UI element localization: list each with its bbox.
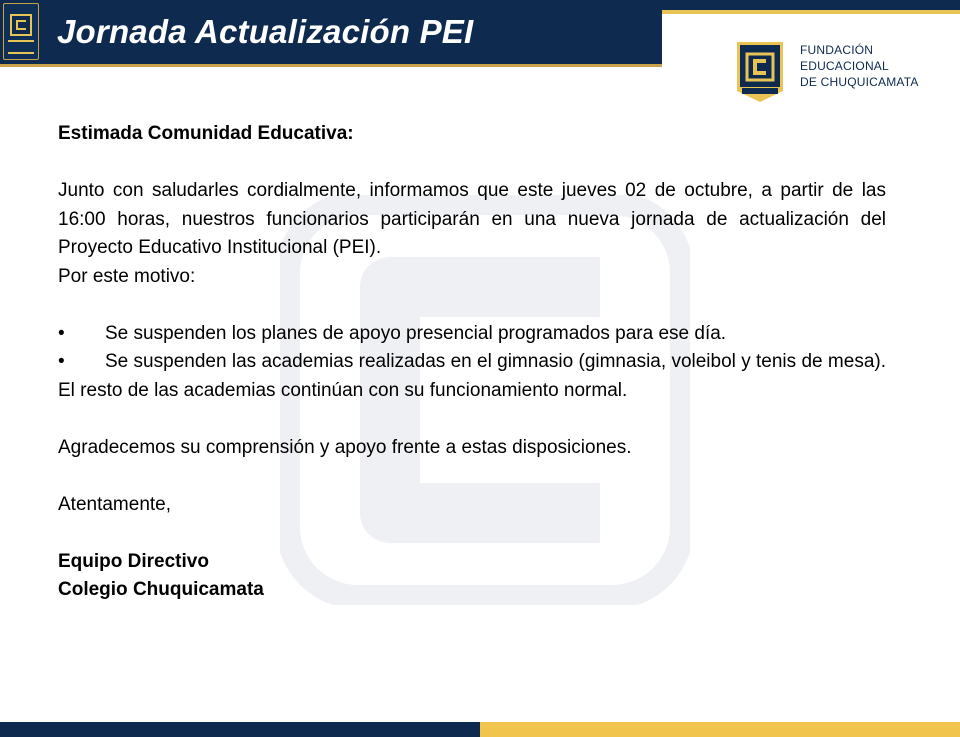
foundation-name (800, 42, 919, 90)
bullet-icon: • (58, 351, 65, 372)
intro-paragraph: Junto con saludarles cordialmente, informamos que este jueves 02 de octubre, a partir de las 16:00 horas, nuestros funcionarios participarán en una nueva jornada de actualización del Proyecto Educativo Institucional (PEI). (58, 180, 886, 258)
list-item-text: Se suspenden las academias realizadas en el gimnasio (gimnasia, voleibol y tenis de mesa). El resto de las academias continúan con su funcionamiento normal. (58, 351, 886, 401)
reason-line: Por este motivo: (58, 265, 196, 287)
signature-line: Equipo Directivo (58, 550, 209, 572)
foundation-name-line: FUNDACIÓN (800, 43, 874, 57)
header-accent-navy (662, 0, 960, 10)
letter-body (58, 120, 886, 605)
bullet-icon: • (58, 322, 65, 344)
closing: Atentamente, (58, 493, 172, 515)
page-title: Jornada Actualización PEI (57, 13, 474, 50)
signature-line: Colegio Chuquicamata (58, 579, 264, 600)
foundation-name-line: DE CHUQUICAMATA (800, 75, 919, 89)
greeting: Estimada Comunidad Educativa: (58, 123, 354, 144)
list-item-text: Se suspenden los planes de apoyo presencial programados para ese día. (105, 322, 727, 344)
thanks-paragraph: Agradecemos su comprensión y apoyo frente a estas disposiciones. (58, 436, 632, 458)
footer-band-gold (480, 722, 960, 737)
footer-band-navy (0, 722, 480, 737)
header-accent-gold (662, 10, 960, 14)
foundation-name-line: EDUCACIONAL (800, 59, 889, 73)
colegio-chuquicamata-logo-icon (736, 41, 784, 103)
header-band (0, 0, 662, 67)
camino-100-logo-icon (3, 3, 39, 60)
list-item (58, 348, 886, 405)
list-item (58, 320, 886, 349)
